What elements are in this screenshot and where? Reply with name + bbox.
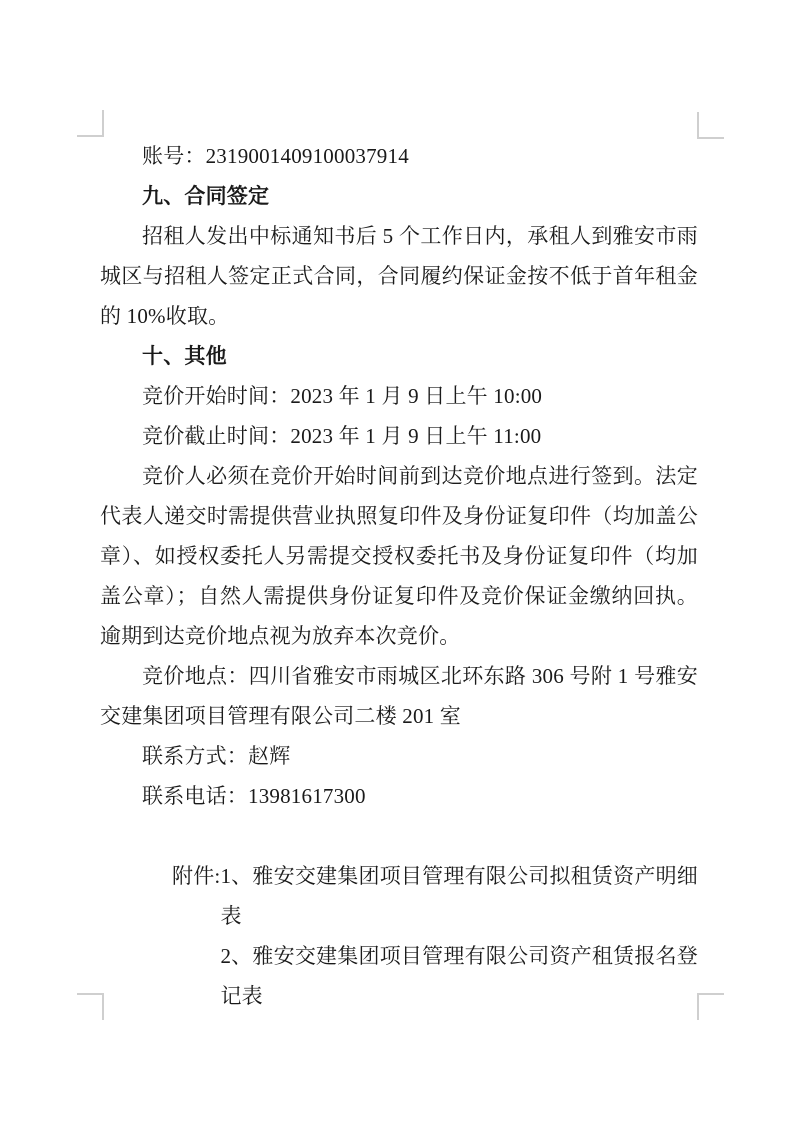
contact-person-line: 联系方式：赵辉	[142, 744, 291, 768]
section-nine-heading: 九、合同签定	[142, 184, 270, 208]
bid-location-paragraph: 竞价地点：四川省雅安市雨城区北环东路 306 号附 1 号雅安交建集团项目管理有限公司二楼 201 室	[100, 664, 698, 728]
crop-mark-bottom-right	[697, 993, 724, 1020]
attachment-item-1: 1、雅安交建集团项目管理有限公司拟租赁资产明细表	[220, 864, 698, 928]
attachment-item-2: 2、雅安交建集团项目管理有限公司资产租赁报名登记表	[220, 944, 698, 1008]
section-ten-heading: 十、其他	[142, 344, 227, 368]
attachments-label: 附件:	[172, 864, 221, 888]
crop-mark-top-right	[697, 112, 724, 139]
document-body	[100, 136, 698, 1016]
bid-end-time-line: 竞价截止时间：2023 年 1 月 9 日上午 11:00	[142, 424, 542, 448]
contact-phone-line: 联系电话：13981617300	[142, 784, 366, 808]
account-number-line: 账号：2319001409100037914	[142, 144, 409, 168]
bid-start-time-line: 竞价开始时间：2023 年 1 月 9 日上午 10:00	[142, 384, 543, 408]
attachments-list	[220, 856, 698, 1016]
section-nine-paragraph: 招租人发出中标通知书后 5 个工作日内，承租人到雅安市雨城区与招租人签定正式合同，合同履约保证金按不低于首年租金的 10%收取。	[100, 224, 698, 328]
signin-requirements-paragraph: 竞价人必须在竞价开始时间前到达竞价地点进行签到。法定代表人递交时需提供营业执照复印件及身份证复印件（均加盖公章）、如授权委托人另需提交授权委托书及身份证复印件（均加盖公章）；自然人需提供身份证复印件及竞价保证金缴纳回执。逾期到达竞价地点视为放弃本次竞价。	[100, 464, 698, 648]
crop-mark-top-left	[77, 110, 104, 137]
attachments-block	[172, 856, 698, 1016]
